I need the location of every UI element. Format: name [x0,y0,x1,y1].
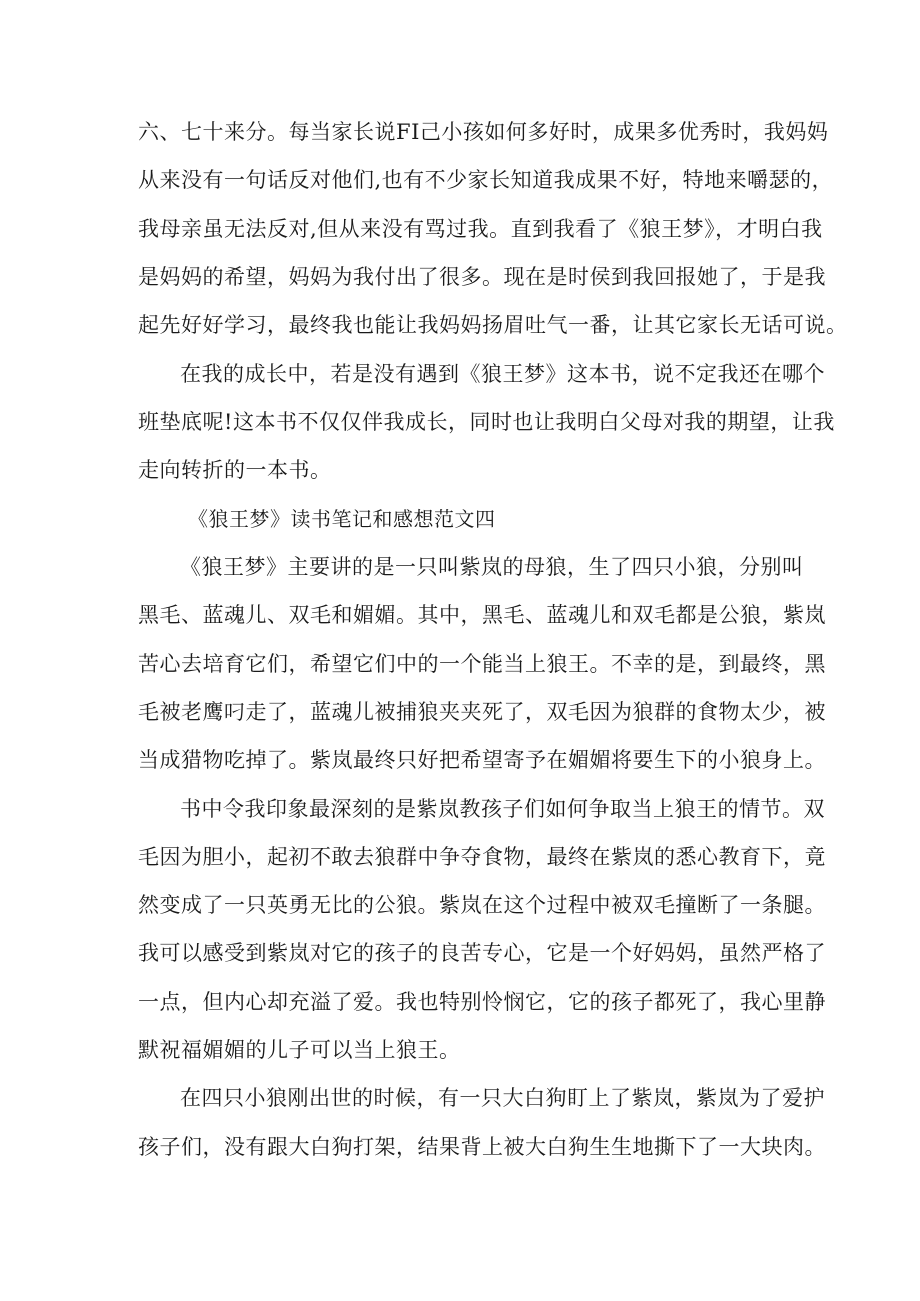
text-line: 从来没有一句话反对他们,也有不少家长知道我成果不好，特地来嚼瑟的， [138,168,834,192]
text-line: 我可以感受到紫岚对它的孩子的良苦专心，它是一个好妈妈，虽然严格了 [138,941,826,965]
text-line: 黑毛、蓝魂儿、双毛和媚媚。其中，黑毛、蓝魂儿和双毛都是公狼，紫岚 [138,603,826,627]
text-line: 书中令我印象最深刻的是紫岚教孩子们如何争取当上狼王的情节。双 [180,797,825,821]
text-line: 班垫底呢!这本书不仅仅伴我成长，同时也让我明白父母对我的期望，让我 [138,410,835,434]
text-line: 在我的成长中，若是没有遇到《狼王梦》这本书，说不定我还在哪个 [180,362,825,386]
section-heading: 《狼王梦》读书笔记和感想范文四 [188,507,496,531]
text-line: 毛被老鹰叼走了，蓝魂儿被捕狼夹夹死了，双毛因为狼群的食物太少，被 [138,700,826,724]
text-line: 在四只小狼刚出世的时候，有一只大白狗盯上了紫岚，紫岚为了爱护 [180,1086,825,1110]
text-line: 默祝福媚媚的儿子可以当上狼王。 [138,1038,461,1062]
text-line: 是妈妈的希望，妈妈为我付出了很多。现在是时侯到我回报她了，于是我 [138,265,826,289]
text-line: 苦心去培育它们，希望它们中的一个能当上狼王。不幸的是，到最终，黑 [138,652,826,676]
text-line: 走向转折的一本书。 [138,458,332,482]
text-line: 当成猎物吃掉了。紫岚最终只好把希望寄予在媚媚将要生下的小狼身上。 [138,748,826,772]
text-line: 《狼王梦》主要讲的是一只叫紫岚的母狼，生了四只小狼，分别叫 [180,555,804,579]
text-line: 六、七十来分。每当家长说FI己小孩如何多好时，成果多优秀时，我妈妈 [138,120,829,144]
text-line: 孩子们，没有跟大白狗打架，结果背上被大白狗生生地撕下了一大块肉。 [138,1135,826,1159]
text-line: 我母亲虽无法反对,但从来没有骂过我。直到我看了《狼王梦》，才明白我 [138,217,823,241]
text-line: 然变成了一只英勇无比的公狼。紫岚在这个过程中被双毛撞断了一条腿。 [138,893,826,917]
text-line: 起先好好学习，最终我也能让我妈妈扬眉吐气一番，让其它家长无话可说。 [138,313,848,337]
text-line: 毛因为胆小，起初不敢去狼群中争夺食物，最终在紫岚的悉心教育下，竟 [138,845,826,869]
text-line: 一点，但内心却充溢了爱。我也特别怜悯它，它的孩子都死了，我心里静 [138,990,826,1014]
